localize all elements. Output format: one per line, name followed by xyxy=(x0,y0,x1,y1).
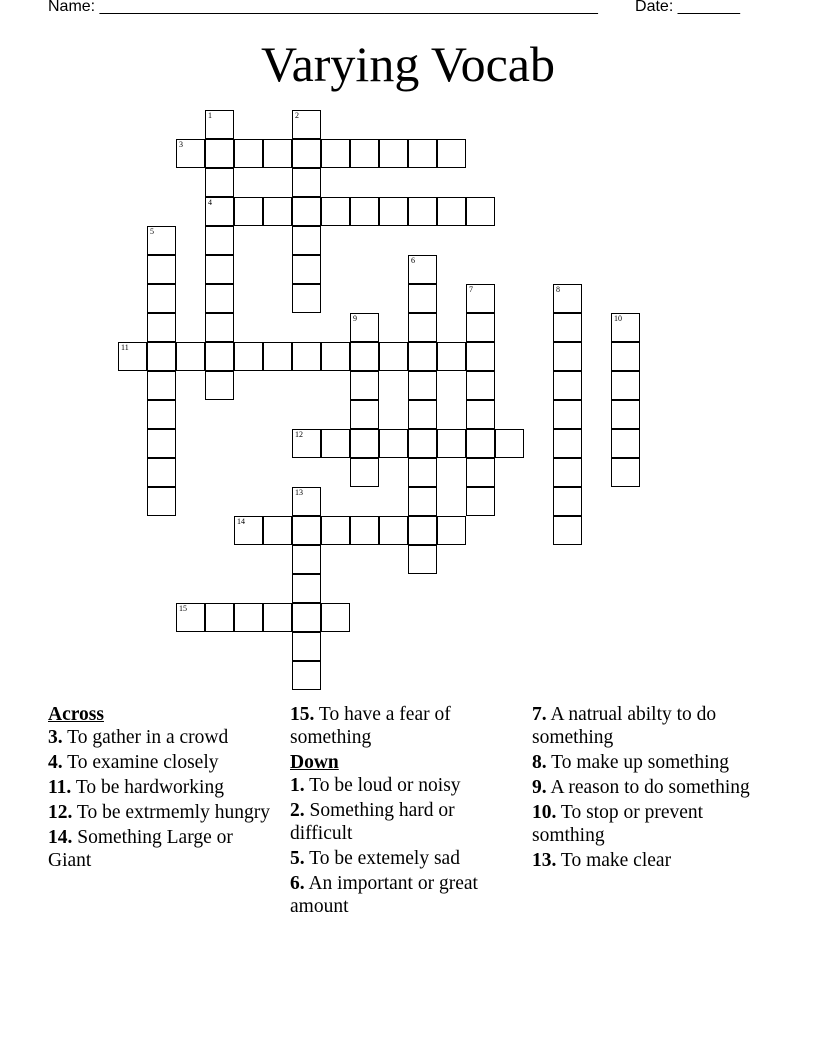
clue-number: 2 xyxy=(295,111,299,120)
grid-cell[interactable] xyxy=(292,197,321,226)
clue-number: 1 xyxy=(208,111,212,120)
grid-cell[interactable] xyxy=(292,487,321,516)
grid-cell[interactable] xyxy=(234,139,263,168)
grid-cell[interactable] xyxy=(408,371,437,400)
grid-cell[interactable] xyxy=(292,110,321,139)
grid-cell[interactable] xyxy=(263,516,292,545)
clue-down-7: 7. A natrual abilty to do something xyxy=(532,704,717,748)
grid-cell[interactable] xyxy=(205,255,234,284)
grid-cell[interactable] xyxy=(292,255,321,284)
grid-cell[interactable] xyxy=(292,429,321,458)
grid-cell[interactable] xyxy=(147,342,176,371)
grid-cell[interactable] xyxy=(408,487,437,516)
grid-cell[interactable] xyxy=(263,603,292,632)
grid-cell[interactable] xyxy=(350,429,379,458)
grid-cell[interactable] xyxy=(611,458,640,487)
grid-cell[interactable] xyxy=(147,400,176,429)
clue-down-5: 5. To be extemely sad xyxy=(290,848,460,869)
grid-cell[interactable] xyxy=(205,226,234,255)
clues-column-1 xyxy=(48,703,273,874)
grid-cell[interactable] xyxy=(292,574,321,603)
grid-cell[interactable] xyxy=(292,284,321,313)
grid-cell[interactable] xyxy=(292,168,321,197)
grid-cell[interactable] xyxy=(379,139,408,168)
page-title: Varying Vocab xyxy=(261,36,555,92)
clue-across-14: 14. Something Large or Giant xyxy=(48,827,233,871)
grid-cell[interactable] xyxy=(147,255,176,284)
grid-cell[interactable] xyxy=(205,342,234,371)
date-field[interactable]: Date: _______ xyxy=(635,0,740,15)
clue-number: 12 xyxy=(295,430,303,439)
grid-cell[interactable] xyxy=(408,197,437,226)
grid-cell[interactable] xyxy=(379,342,408,371)
grid-cell[interactable] xyxy=(611,429,640,458)
clue-down-9: 9. A reason to do something xyxy=(532,777,750,798)
grid-cell[interactable] xyxy=(205,371,234,400)
clues-column-3 xyxy=(532,703,762,874)
grid-cell[interactable] xyxy=(408,516,437,545)
grid-cell[interactable] xyxy=(292,632,321,661)
clue-down-6: 6. An important or great amount xyxy=(290,873,478,917)
grid-cell[interactable] xyxy=(292,516,321,545)
grid-cell[interactable] xyxy=(350,371,379,400)
clue-across-3: 3. To gather in a crowd xyxy=(48,727,229,748)
grid-cell[interactable] xyxy=(176,139,205,168)
grid-cell[interactable] xyxy=(350,197,379,226)
clue-across-4: 4. To examine closely xyxy=(48,752,219,773)
clue-number: 15 xyxy=(179,604,187,613)
grid-cell[interactable] xyxy=(147,458,176,487)
grid-cell[interactable] xyxy=(437,429,466,458)
clue-number: 4 xyxy=(208,198,212,207)
grid-cell[interactable] xyxy=(234,342,263,371)
grid-cell[interactable] xyxy=(147,487,176,516)
grid-cell[interactable] xyxy=(466,400,495,429)
grid-cell[interactable] xyxy=(553,342,582,371)
grid-cell[interactable] xyxy=(205,284,234,313)
grid-cell[interactable] xyxy=(350,313,379,342)
grid-cell[interactable] xyxy=(205,139,234,168)
clue-number: 14 xyxy=(237,517,245,526)
clue-number: 3 xyxy=(179,140,183,149)
grid-cell[interactable] xyxy=(553,284,582,313)
grid-cell[interactable] xyxy=(292,545,321,574)
grid-cell[interactable] xyxy=(321,342,350,371)
grid-cell[interactable] xyxy=(437,342,466,371)
grid-cell[interactable] xyxy=(466,313,495,342)
grid-cell[interactable] xyxy=(408,458,437,487)
grid-cell[interactable] xyxy=(263,139,292,168)
grid-cell[interactable] xyxy=(292,342,321,371)
grid-cell[interactable] xyxy=(379,429,408,458)
grid-cell[interactable] xyxy=(205,110,234,139)
grid-cell[interactable] xyxy=(321,429,350,458)
grid-cell[interactable] xyxy=(350,139,379,168)
grid-cell[interactable] xyxy=(176,342,205,371)
clue-number: 13 xyxy=(295,488,303,497)
grid-cell[interactable] xyxy=(408,400,437,429)
clue-down-8: 8. To make up something xyxy=(532,752,730,773)
grid-cell[interactable] xyxy=(408,313,437,342)
down-heading: Down xyxy=(290,752,339,773)
grid-cell[interactable] xyxy=(118,342,147,371)
grid-cell[interactable] xyxy=(321,139,350,168)
grid-cell[interactable] xyxy=(611,342,640,371)
grid-cell[interactable] xyxy=(263,197,292,226)
grid-cell[interactable] xyxy=(205,168,234,197)
grid-cell[interactable] xyxy=(466,342,495,371)
grid-cell[interactable] xyxy=(466,458,495,487)
grid-cell[interactable] xyxy=(553,458,582,487)
grid-cell[interactable] xyxy=(205,313,234,342)
name-field[interactable]: Name: ________________________________________________________ xyxy=(48,0,598,15)
grid-cell[interactable] xyxy=(553,516,582,545)
across-heading: Across xyxy=(48,704,104,725)
grid-cell[interactable] xyxy=(147,226,176,255)
clue-across-11: 11. To be hardworking xyxy=(48,777,224,798)
grid-cell[interactable] xyxy=(205,603,234,632)
grid-cell[interactable] xyxy=(466,371,495,400)
grid-cell[interactable] xyxy=(379,516,408,545)
grid-cell[interactable] xyxy=(408,429,437,458)
clue-across-12: 12. To be extrmemly hungry xyxy=(48,802,270,823)
clue-number: 7 xyxy=(469,285,473,294)
clue-number: 9 xyxy=(353,314,357,323)
grid-cell[interactable] xyxy=(611,313,640,342)
grid-cell[interactable] xyxy=(147,429,176,458)
grid-cell[interactable] xyxy=(611,371,640,400)
grid-cell[interactable] xyxy=(147,284,176,313)
clue-number: 5 xyxy=(150,227,154,236)
grid-cell[interactable] xyxy=(379,197,408,226)
grid-cell[interactable] xyxy=(147,371,176,400)
grid-cell[interactable] xyxy=(408,342,437,371)
grid-cell[interactable] xyxy=(466,487,495,516)
clue-down-2: 2. Something hard or difficult xyxy=(290,800,455,844)
grid-cell[interactable] xyxy=(611,400,640,429)
clue-number: 11 xyxy=(121,343,129,352)
grid-cell[interactable] xyxy=(234,197,263,226)
grid-cell[interactable] xyxy=(437,197,466,226)
grid-cell[interactable] xyxy=(466,197,495,226)
clue-down-1: 1. To be loud or noisy xyxy=(290,775,461,796)
grid-cell[interactable] xyxy=(292,661,321,690)
grid-cell[interactable] xyxy=(553,400,582,429)
grid-cell[interactable] xyxy=(350,458,379,487)
clue-across-15: 15. To have a fear of something xyxy=(290,704,451,748)
grid-cell[interactable] xyxy=(408,284,437,313)
grid-cell[interactable] xyxy=(321,603,350,632)
grid-cell[interactable] xyxy=(205,197,234,226)
grid-cell[interactable] xyxy=(321,197,350,226)
grid-cell[interactable] xyxy=(350,516,379,545)
clues-column-2 xyxy=(290,703,515,920)
grid-cell[interactable] xyxy=(553,313,582,342)
clue-number: 8 xyxy=(556,285,560,294)
clue-number: 6 xyxy=(411,256,415,265)
grid-cell[interactable] xyxy=(437,516,466,545)
grid-cell[interactable] xyxy=(553,371,582,400)
grid-cell[interactable] xyxy=(234,516,263,545)
grid-cell[interactable] xyxy=(466,284,495,313)
grid-cell[interactable] xyxy=(292,603,321,632)
grid-cell[interactable] xyxy=(408,139,437,168)
grid-cell[interactable] xyxy=(292,139,321,168)
grid-cell[interactable] xyxy=(234,603,263,632)
grid-cell[interactable] xyxy=(553,487,582,516)
clue-down-13: 13. To make clear xyxy=(532,850,672,871)
grid-cell[interactable] xyxy=(466,429,495,458)
clue-number: 10 xyxy=(614,314,622,323)
grid-cell[interactable] xyxy=(437,139,466,168)
grid-cell[interactable] xyxy=(553,429,582,458)
grid-cell[interactable] xyxy=(321,516,350,545)
grid-cell[interactable] xyxy=(292,226,321,255)
grid-cell[interactable] xyxy=(495,429,524,458)
grid-cell[interactable] xyxy=(350,342,379,371)
clue-down-10: 10. To stop or prevent somthing xyxy=(532,802,704,846)
grid-cell[interactable] xyxy=(408,545,437,574)
grid-cell[interactable] xyxy=(176,603,205,632)
grid-cell[interactable] xyxy=(408,255,437,284)
grid-cell[interactable] xyxy=(263,342,292,371)
grid-cell[interactable] xyxy=(147,313,176,342)
grid-cell[interactable] xyxy=(350,400,379,429)
